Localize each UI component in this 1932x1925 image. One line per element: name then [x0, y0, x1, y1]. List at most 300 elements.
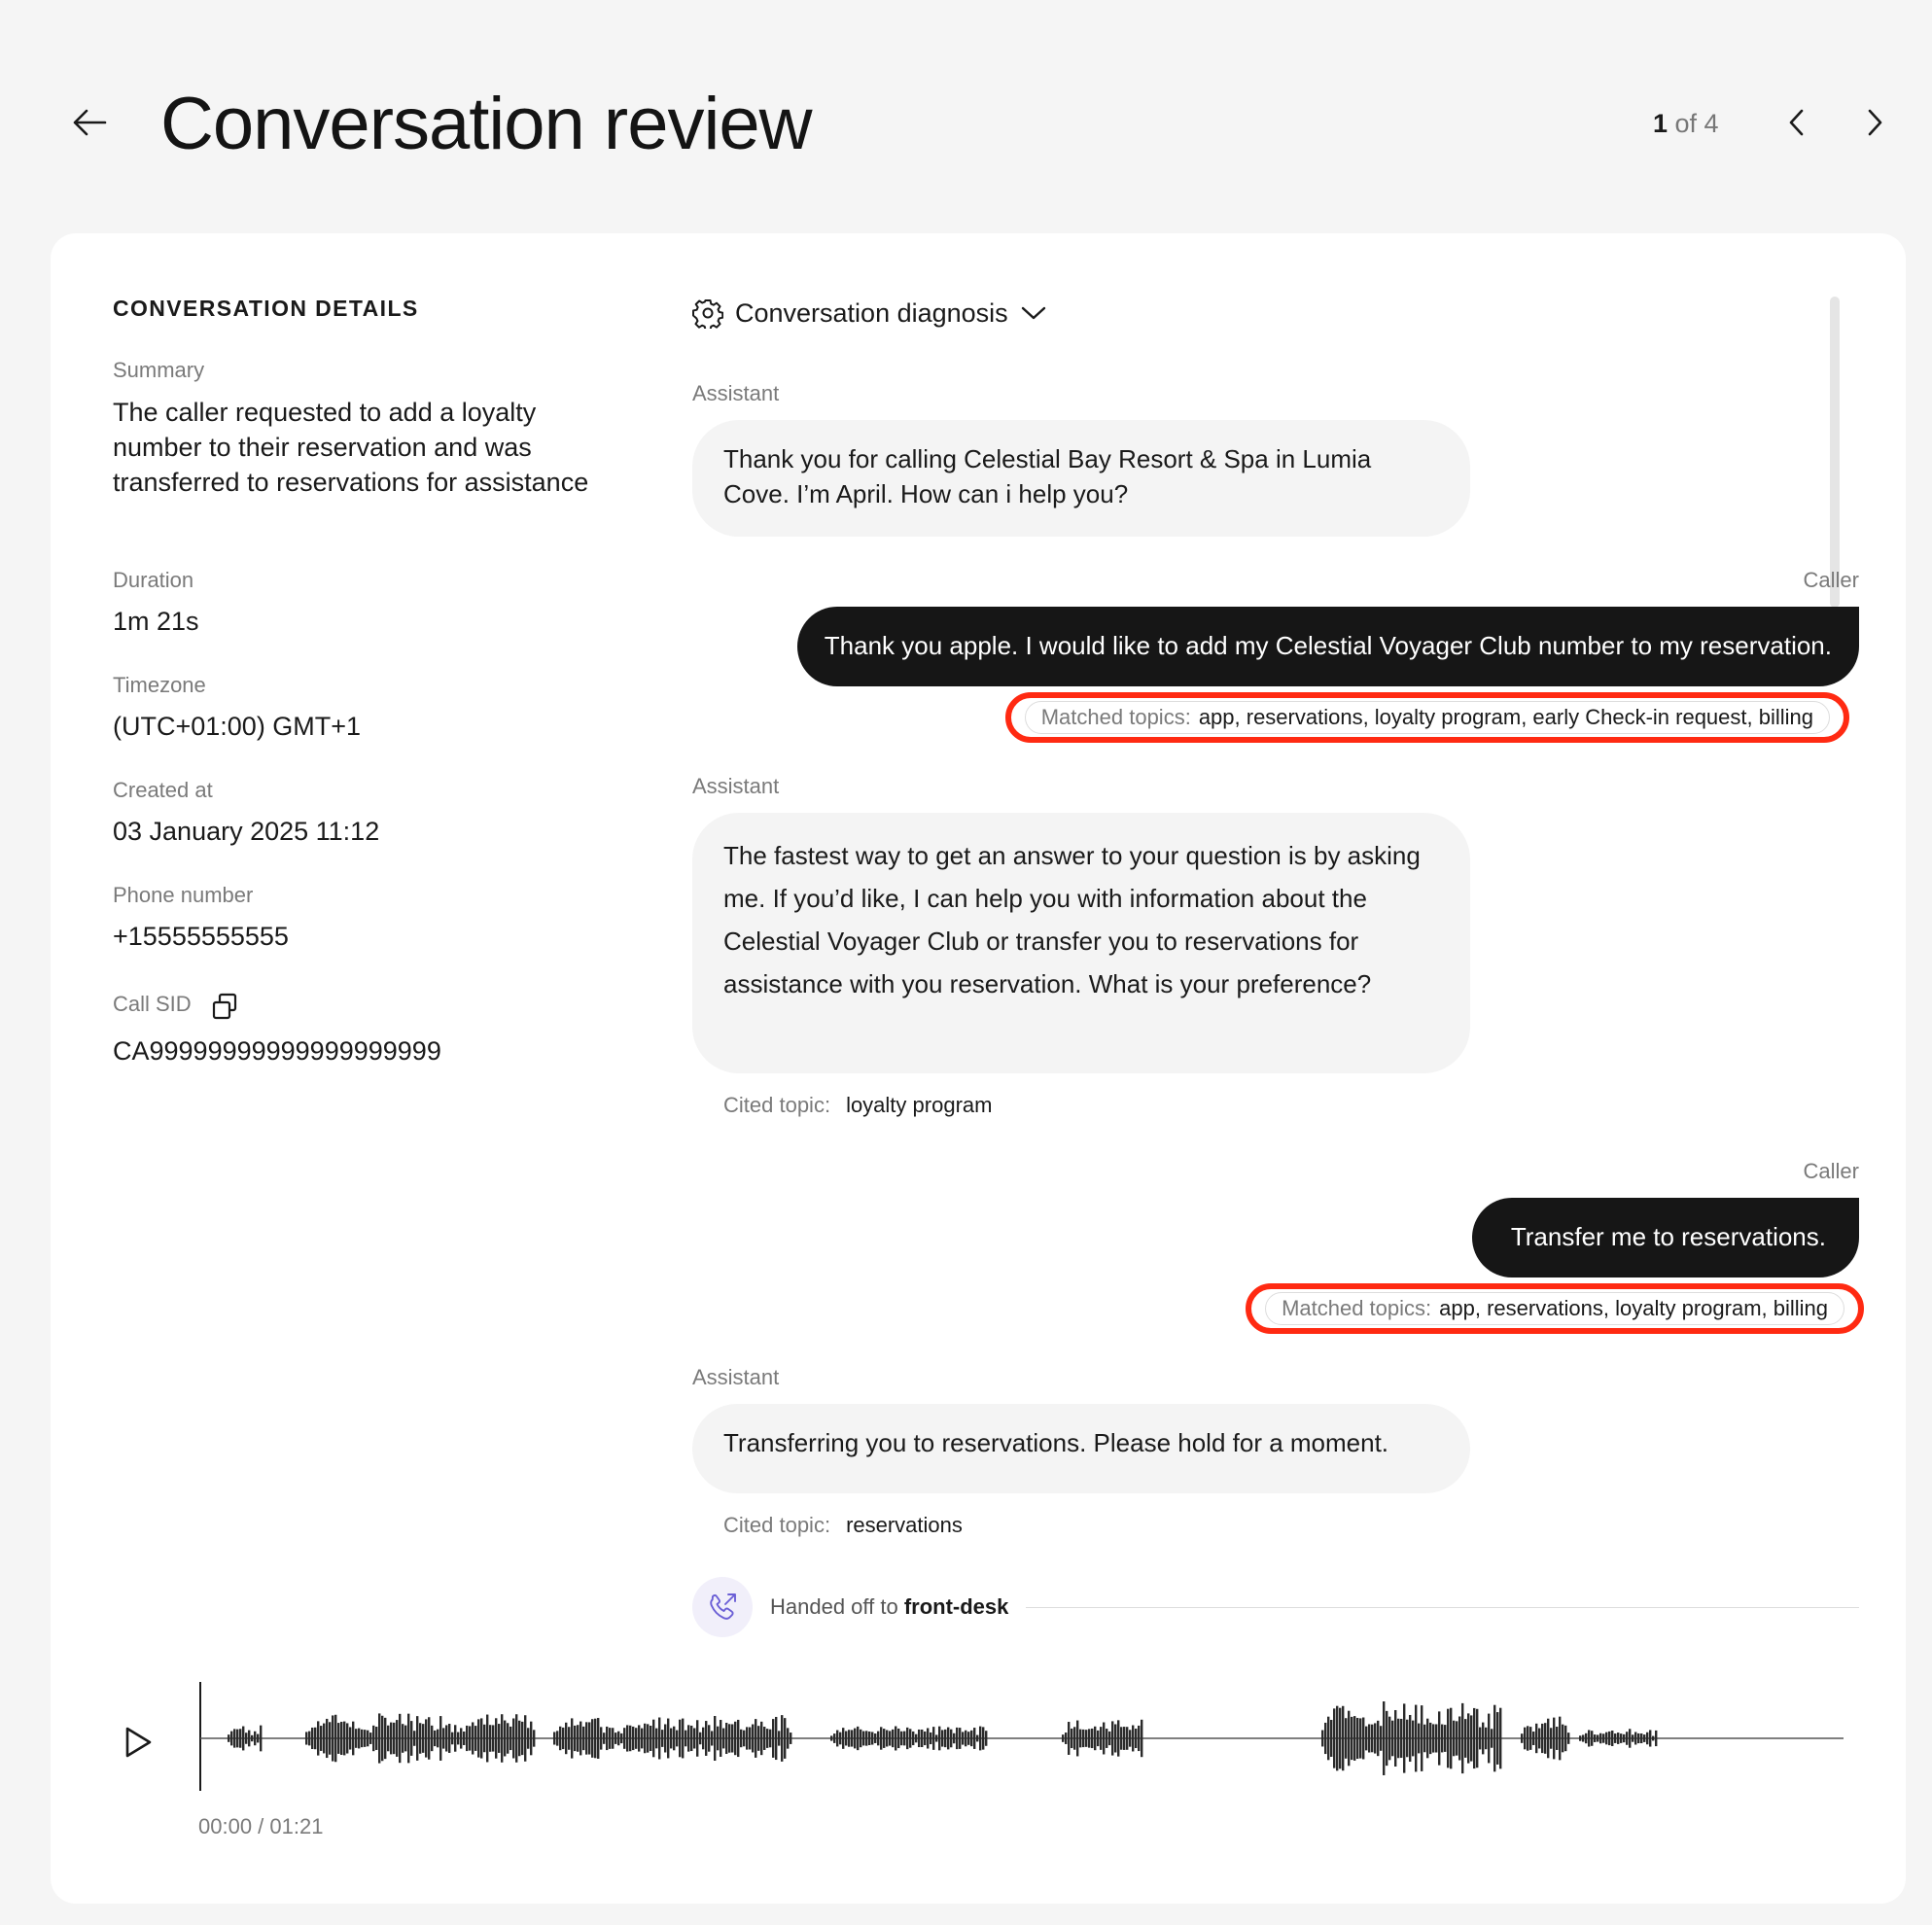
pager [1653, 107, 1719, 140]
waveform-bar [428, 1717, 430, 1760]
waveform-bar [775, 1717, 777, 1760]
waveform-bar [603, 1732, 605, 1744]
waveform-bar [233, 1729, 235, 1747]
waveform-bar [340, 1722, 342, 1755]
waveform-bar [1388, 1717, 1390, 1761]
waveform-bar [326, 1719, 328, 1758]
waveform-bar [626, 1725, 628, 1751]
waveform-bar [1529, 1727, 1531, 1750]
waveform-bar [1071, 1729, 1072, 1748]
waveform-bar [772, 1719, 774, 1758]
waveform-bar [1629, 1729, 1631, 1747]
waveform-bar [787, 1728, 789, 1748]
chevron-right-icon [1865, 108, 1884, 137]
waveform-bar [257, 1734, 259, 1743]
conversation-card [51, 233, 1906, 1904]
waveform-bar [1380, 1726, 1382, 1751]
waveform-bar [895, 1727, 896, 1751]
pager-current: 1 [1653, 109, 1669, 138]
waveform-bar [1493, 1705, 1495, 1772]
timezone-label: Timezone [113, 673, 206, 697]
waveform-bar [518, 1721, 520, 1756]
waveform-bar [650, 1726, 651, 1751]
waveform-bar [1447, 1709, 1449, 1768]
waveform-bar [1591, 1731, 1593, 1746]
cited-topic-label: Cited topic: [723, 1093, 831, 1117]
waveform-bar [1556, 1727, 1558, 1750]
waveform-bar [410, 1721, 412, 1756]
waveform-bar [760, 1722, 762, 1755]
waveform-bar [842, 1728, 844, 1749]
phone-forward-icon [706, 1591, 739, 1624]
back-button[interactable] [68, 101, 111, 144]
waveform-bar [1065, 1732, 1067, 1744]
waveform-bar [588, 1722, 590, 1754]
waveform-bar [358, 1729, 360, 1749]
waveform-bar [854, 1729, 856, 1749]
waveform-bar [369, 1732, 371, 1744]
waveform-bar [251, 1735, 253, 1741]
waveform-bar [509, 1727, 511, 1750]
waveform-bar [1348, 1711, 1350, 1767]
message-role-assistant: Assistant [692, 381, 780, 405]
waveform-bar [921, 1730, 923, 1747]
waveform-bar [230, 1732, 232, 1746]
waveform-bar [1324, 1723, 1326, 1754]
waveform-bar [332, 1715, 334, 1761]
waveform-bar [1553, 1718, 1555, 1760]
waveform-bar [425, 1719, 427, 1757]
waveform-bar [594, 1719, 596, 1759]
waveform-bar [483, 1725, 485, 1752]
waveform-bar [434, 1731, 436, 1746]
waveform-bar [1544, 1723, 1546, 1754]
details-section-title: CONVERSATION DETAILS [113, 296, 419, 321]
waveform-bar [1336, 1706, 1338, 1771]
waveform-bar [915, 1734, 917, 1743]
phone-number-label: Phone number [113, 883, 254, 907]
waveform-bar [644, 1724, 646, 1753]
waveform-bar [877, 1732, 879, 1746]
waveform-bar [1351, 1717, 1352, 1760]
waveform-bar [1135, 1729, 1137, 1748]
waveform-bar [1108, 1732, 1110, 1745]
waveform-bar [245, 1732, 247, 1743]
waveform-bar [323, 1724, 325, 1754]
waveform-bar [469, 1726, 471, 1750]
page-title: Conversation review [160, 83, 812, 165]
waveform-bar [1643, 1734, 1645, 1742]
waveform-bar [708, 1725, 710, 1751]
waveform-bar [1403, 1703, 1405, 1772]
waveform-bar [1646, 1732, 1648, 1744]
waveform-bar [1450, 1708, 1452, 1769]
waveform-bar [585, 1722, 587, 1754]
waveform-bar [676, 1731, 678, 1747]
phone-number-value: +15555555555 [113, 922, 289, 951]
waveform-bar [1391, 1721, 1393, 1757]
waveform-bar [1342, 1706, 1344, 1770]
waveform-bar [932, 1727, 934, 1750]
waveform-bar [445, 1725, 447, 1751]
waveform-bar [1330, 1720, 1332, 1757]
waveform-bar [722, 1729, 724, 1749]
waveform-bar [839, 1732, 841, 1745]
audio-waveform[interactable] [198, 1682, 1851, 1799]
waveform-bar [1620, 1733, 1622, 1743]
duration-label: Duration [113, 568, 194, 592]
waveform-bar [1649, 1730, 1651, 1746]
waveform-bar [737, 1720, 739, 1757]
waveform-bar [1496, 1712, 1498, 1765]
waveform-bar [521, 1722, 523, 1755]
copy-call-sid-button[interactable] [210, 992, 239, 1021]
waveform-bar [1562, 1725, 1563, 1753]
waveform-bar [393, 1723, 395, 1754]
waveform-bar [1611, 1731, 1613, 1746]
waveform-bar [311, 1728, 313, 1749]
duration-value: 1m 21s [113, 607, 199, 636]
waveform-bar [740, 1730, 742, 1747]
waveform-bar [387, 1726, 389, 1752]
waveform-bar [486, 1715, 488, 1763]
waveform-bar [897, 1729, 899, 1748]
waveform-bar [667, 1719, 669, 1759]
waveform-bar [950, 1730, 952, 1748]
waveform-bar [1470, 1715, 1472, 1761]
waveform-bar [1088, 1729, 1090, 1747]
waveform-bar [1126, 1727, 1128, 1750]
play-button[interactable] [117, 1721, 159, 1764]
waveform-bar [396, 1720, 398, 1757]
waveform-bar [1345, 1718, 1347, 1759]
waveform-bar [1476, 1709, 1478, 1768]
waveform-bar [1377, 1721, 1379, 1756]
waveform-bar [1634, 1732, 1636, 1745]
waveform-bar [1141, 1720, 1142, 1757]
waveform-bar [886, 1731, 888, 1747]
waveform-bar [1362, 1718, 1364, 1760]
waveform-bar [495, 1718, 497, 1758]
handoff-icon-container [692, 1577, 753, 1637]
waveform-bar [982, 1727, 984, 1749]
waveform-bar [953, 1733, 955, 1743]
waveform-bar [1138, 1726, 1140, 1751]
waveform-bar [918, 1730, 920, 1747]
waveform-bar [317, 1721, 319, 1755]
waveform-bar [404, 1726, 406, 1752]
waveform-bar [670, 1729, 672, 1749]
waveform-bar [474, 1726, 476, 1751]
waveform-bar [504, 1721, 506, 1757]
waveform-bar [1582, 1734, 1584, 1741]
waveform-bar [562, 1728, 564, 1749]
cited-topic [723, 1093, 992, 1118]
waveform-bar [305, 1732, 307, 1744]
waveform-bar [903, 1732, 905, 1746]
waveform-bar [1541, 1724, 1543, 1753]
waveform-bar [1602, 1733, 1604, 1742]
waveform-bar [679, 1720, 681, 1758]
waveform-bar [728, 1724, 730, 1752]
waveform-bar [1467, 1713, 1469, 1763]
waveform-bar [228, 1734, 229, 1742]
waveform-bar [1103, 1723, 1105, 1755]
waveform-bar [501, 1714, 503, 1763]
waveform-bar [833, 1733, 835, 1743]
waveform-bar [515, 1714, 517, 1763]
waveform-bar [367, 1731, 369, 1747]
waveform-bar [239, 1729, 241, 1747]
waveform-bar [577, 1725, 579, 1752]
waveform-bar [790, 1732, 791, 1744]
waveform-bar [635, 1728, 637, 1749]
audio-player [51, 1682, 1906, 1876]
waveform-bar [437, 1730, 439, 1748]
waveform-bar [629, 1726, 631, 1751]
previous-conversation-button[interactable] [1777, 103, 1816, 142]
waveform-bar [1429, 1723, 1431, 1754]
waveform-bar [1339, 1708, 1341, 1769]
waveform-bar [687, 1725, 689, 1751]
waveform-bar [979, 1727, 981, 1751]
waveform-bar [778, 1731, 780, 1745]
waveform-bar [1579, 1735, 1581, 1740]
waveform-bar [1123, 1727, 1125, 1750]
waveform-bar [1479, 1728, 1481, 1750]
waveform-bar [976, 1735, 978, 1742]
waveform-bar [1438, 1711, 1440, 1765]
play-icon [123, 1726, 153, 1759]
waveform-bar [612, 1728, 614, 1748]
created-at-label: Created at [113, 778, 213, 802]
waveform-bar [1461, 1703, 1463, 1773]
waveform-bar [693, 1729, 695, 1749]
copy-icon [210, 992, 239, 1021]
waveform-bar [553, 1732, 555, 1744]
handoff-target: front-desk [903, 1594, 1009, 1619]
timezone-value: (UTC+01:00) GMT+1 [113, 712, 362, 741]
gear-icon [692, 298, 723, 329]
waveform-bar [402, 1724, 404, 1753]
waveform-bar [582, 1727, 584, 1750]
waveform-bar [442, 1728, 444, 1748]
waveform-bar [254, 1732, 256, 1746]
chevron-left-icon [1787, 108, 1807, 137]
waveform-bar [448, 1724, 450, 1753]
waveform-bar [1444, 1725, 1446, 1752]
waveform-bar [606, 1727, 608, 1750]
waveform-bar [909, 1729, 911, 1747]
waveform-bar [632, 1727, 634, 1750]
waveform-bar [892, 1730, 894, 1747]
waveform-bar [384, 1718, 386, 1759]
waveform-bar [320, 1726, 322, 1751]
waveform-bar [734, 1722, 736, 1755]
chevron-down-icon [1020, 303, 1047, 323]
waveform-bar [1394, 1710, 1396, 1767]
waveform-bar [1559, 1717, 1561, 1761]
waveform-bar [1386, 1711, 1388, 1766]
waveform-bar [755, 1719, 756, 1758]
waveform-bar [1418, 1724, 1420, 1754]
waveform-bar [757, 1726, 759, 1751]
waveform-bar [1499, 1708, 1501, 1769]
waveform-bar [1588, 1730, 1590, 1746]
conversation-diagnosis-toggle[interactable] [692, 298, 1047, 329]
waveform-bar [422, 1724, 424, 1753]
waveform-bar [1456, 1721, 1458, 1755]
waveform-bar [1637, 1733, 1639, 1743]
waveform-bar [574, 1726, 576, 1751]
assistant-message-bubble: The fastest way to get an answer to your question is by asking me. If you’d like, I can help you with information about the Celestial Voyager Club or transfer you to reservations for assistance with you reservation. What is your preference? [692, 813, 1470, 1073]
waveform-bar [1365, 1727, 1367, 1751]
waveform-bar [1632, 1734, 1633, 1741]
waveform-bar [372, 1726, 374, 1751]
waveform-bar [248, 1731, 250, 1747]
next-conversation-button[interactable] [1855, 103, 1894, 142]
waveform-bar [407, 1714, 409, 1764]
waveform-bar [868, 1732, 870, 1745]
waveform-bar [1532, 1732, 1534, 1745]
waveform-bar [1073, 1727, 1075, 1749]
waveform-bar [1085, 1730, 1087, 1747]
waveform-bar [556, 1731, 558, 1745]
waveform-bar [1655, 1731, 1657, 1746]
waveform-bar [466, 1726, 468, 1751]
waveform-bar [1117, 1720, 1119, 1756]
waveform-bar [1491, 1729, 1493, 1747]
waveform-bar [871, 1732, 873, 1744]
waveform-bar [512, 1718, 514, 1758]
waveform-bar [1599, 1733, 1601, 1744]
caller-message-bubble: Transfer me to reservations. [1472, 1198, 1859, 1278]
waveform-bar [749, 1728, 751, 1750]
waveform-bar [1550, 1728, 1552, 1748]
waveform-bar [1321, 1731, 1323, 1747]
waveform-bar [1423, 1725, 1425, 1752]
waveform-bar [1421, 1705, 1423, 1771]
handoff-prefix: Handed off to [770, 1594, 904, 1619]
waveform-bar [492, 1725, 494, 1751]
waveform-bar [830, 1735, 832, 1740]
waveform-bar [364, 1730, 366, 1747]
waveform-bar [1626, 1732, 1628, 1745]
waveform-bar [883, 1729, 885, 1748]
waveform-bar [690, 1726, 692, 1751]
waveform-bar [378, 1713, 380, 1763]
matched-topics-tag [1025, 701, 1830, 734]
waveform-bar [714, 1716, 716, 1761]
waveform-bar [743, 1731, 745, 1747]
cited-topic-value: reservations [846, 1513, 963, 1537]
waveform-bar [375, 1727, 377, 1750]
waveform-bar [1564, 1726, 1566, 1751]
waveform-bar [752, 1725, 754, 1753]
waveform-bar [1432, 1724, 1434, 1752]
waveform-bar [352, 1722, 354, 1756]
waveform-bar [1485, 1728, 1487, 1749]
waveform-bar [559, 1727, 561, 1750]
waveform-bar [416, 1716, 418, 1761]
waveform-bar [1524, 1728, 1526, 1750]
matched-topics-highlight [1005, 692, 1849, 743]
waveform-bar [489, 1725, 491, 1752]
cited-topic [723, 1513, 963, 1538]
waveform-bar [1640, 1733, 1642, 1743]
waveform-bar [1094, 1727, 1096, 1750]
cited-topic-label: Cited topic: [723, 1513, 831, 1537]
waveform-bar [454, 1725, 456, 1751]
waveform-bar [1333, 1708, 1335, 1768]
waveform-bar [1453, 1721, 1455, 1757]
waveform-bar [1441, 1725, 1443, 1753]
waveform-bar [609, 1728, 611, 1749]
waveform-bar [836, 1731, 838, 1747]
waveform-bar [912, 1732, 914, 1745]
waveform-bar [845, 1732, 847, 1746]
conversation-diagnosis-label: Conversation diagnosis [735, 298, 1008, 328]
waveform-bar [1327, 1717, 1329, 1761]
waveform-bar [451, 1732, 453, 1745]
waveform-bar [600, 1727, 602, 1749]
transcript-panel [692, 233, 1859, 1672]
waveform-bar [1617, 1732, 1619, 1744]
waveform-bar [1585, 1733, 1587, 1743]
waveform-bar [956, 1728, 958, 1749]
matched-topics-value: app, reservations, loyalty program, early Check-in request, billing [1198, 705, 1813, 729]
waveform-bar [924, 1732, 926, 1745]
waveform-bar [1368, 1724, 1370, 1752]
matched-topics-label: Matched topics: [1282, 1296, 1432, 1320]
waveform-bar [507, 1723, 509, 1753]
waveform-bar [766, 1729, 768, 1748]
waveform-bar [314, 1728, 316, 1749]
waveform-bar [419, 1723, 421, 1754]
waveform-bar [1132, 1726, 1134, 1752]
waveform-bar [1353, 1716, 1355, 1761]
waveform-bar [1371, 1725, 1373, 1753]
waveform-bar [1356, 1718, 1358, 1759]
waveform-bar [1597, 1734, 1598, 1741]
message-role-assistant: Assistant [692, 774, 780, 798]
waveform-bar [865, 1731, 867, 1745]
waveform-bar [439, 1716, 441, 1761]
waveform-bar [655, 1729, 657, 1749]
waveform-bar [530, 1722, 532, 1756]
waveform-bar [617, 1732, 619, 1746]
waveform-bar [343, 1722, 345, 1756]
waveform-bar [346, 1723, 348, 1753]
waveform-bar [682, 1719, 684, 1759]
waveform-bar [862, 1732, 864, 1746]
call-sid-label: Call SID [113, 992, 192, 1016]
waveform-bar [1097, 1731, 1099, 1746]
waveform-bar [699, 1732, 701, 1744]
waveform-bar [848, 1730, 850, 1746]
waveform-bar [784, 1718, 786, 1759]
back-arrow-icon [72, 108, 107, 137]
handoff-text [770, 1594, 1008, 1620]
waveform-bar [349, 1727, 351, 1749]
waveform-bar [874, 1733, 876, 1743]
assistant-message-bubble: Transferring you to reservations. Please hold for a moment. [692, 1404, 1470, 1493]
waveform-bar [641, 1729, 643, 1749]
waveform-bar [1594, 1734, 1596, 1742]
waveform-bar [571, 1718, 573, 1758]
assistant-message-bubble: Thank you for calling Celestial Bay Resort & Spa in Lumia Cove. I’m April. How can i help you? [692, 420, 1470, 537]
waveform-bar [673, 1727, 675, 1751]
